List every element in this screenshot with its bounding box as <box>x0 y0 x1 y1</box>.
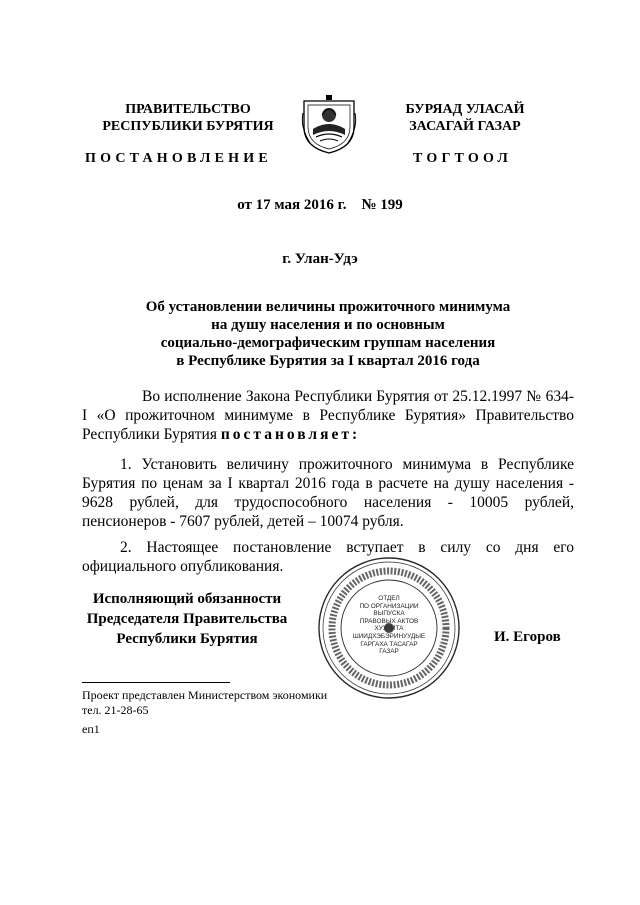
intro-paragraph <box>82 387 574 444</box>
right-header <box>370 101 560 135</box>
signatory-line3: Республики Бурятия <box>116 631 258 647</box>
title-line1: Об установлении величины прожиточного минимума <box>145 299 511 315</box>
right-header-line1: БУРЯАД УЛАСАЙ <box>405 102 525 117</box>
title-line4: в Республике Бурятия за I квартал 2016 года <box>176 353 480 369</box>
coat-of-arms-emblem <box>300 93 358 155</box>
seal-line3: ВЫПУСКА <box>373 610 405 618</box>
footer-line2: тел. 21-28-65 <box>82 703 149 717</box>
signatory-name: И. Егоров <box>494 629 561 645</box>
item-2-paragraph: 2. Настоящее постановление вступает в силу со дня его официального опубликования. <box>82 539 574 575</box>
seal-line7: ГАРГАХА ТАСАГАР <box>360 640 418 648</box>
intro-emphasis: постановляет: <box>220 426 361 443</box>
seal-line6: ШИИДХЭБЭРИНУУДЫЕ <box>352 632 426 640</box>
footer-divider <box>82 682 230 683</box>
left-header <box>88 101 288 135</box>
city: г. Улан-Удэ <box>282 251 358 267</box>
signatory-line1: Исполняющий обязанности <box>92 591 282 607</box>
footer-line1: Проект представлен Министерством экономики <box>82 688 328 702</box>
doc-type-ru: ПОСТАНОВЛЕНИЕ <box>85 151 272 166</box>
title-line3: социально-демографическим группам населения <box>160 335 496 351</box>
left-header-line1: ПРАВИТЕЛЬСТВО <box>125 102 251 117</box>
footer-note <box>82 688 327 718</box>
seal-line8: ГАЗАР <box>379 648 399 656</box>
doc-type-bur: ТОГТООЛ <box>413 151 513 166</box>
official-seal <box>316 555 462 701</box>
seal-line4: ПРАВОВЫХ АКТОВ <box>359 617 419 625</box>
left-header-line2: РЕСПУБЛИКИ БУРЯТИЯ <box>102 119 274 134</box>
intro-text: Во исполнение Закона Республики Бурятия от 25.12.1997 № 634-I «О прожиточном минимуме в Республике Бурятия» Правительство Республики Бурятия <box>82 388 574 443</box>
footer-code: еп1 <box>82 722 100 736</box>
seal-line2: ПО ОРГАНИЗАЦИИ <box>359 602 419 610</box>
signatory-title <box>76 589 298 649</box>
seal-line1: ОТДЕЛ <box>378 595 400 602</box>
signatory-line2: Председателя Правительства <box>86 611 288 627</box>
item-1-paragraph: 1. Установить величину прожиточного минимума в Республике Бурятия по ценам за I квартал 2016 года в расчете на душу населения - 9628 рублей, для трудоспособного населения - 10005 рублей, пенсионеров - 7607 рублей, детей – 10074 рубля. <box>82 456 574 530</box>
title-line2: на душу населения и по основным <box>211 317 445 333</box>
right-header-line2: ЗАСАГАЙ ГАЗАР <box>409 119 521 134</box>
seal-line5: ХУУЛИТА <box>374 625 404 633</box>
document-title <box>80 298 576 370</box>
date-number: от 17 мая 2016 г. № 199 <box>237 197 403 213</box>
seal-inner-text <box>345 595 433 656</box>
